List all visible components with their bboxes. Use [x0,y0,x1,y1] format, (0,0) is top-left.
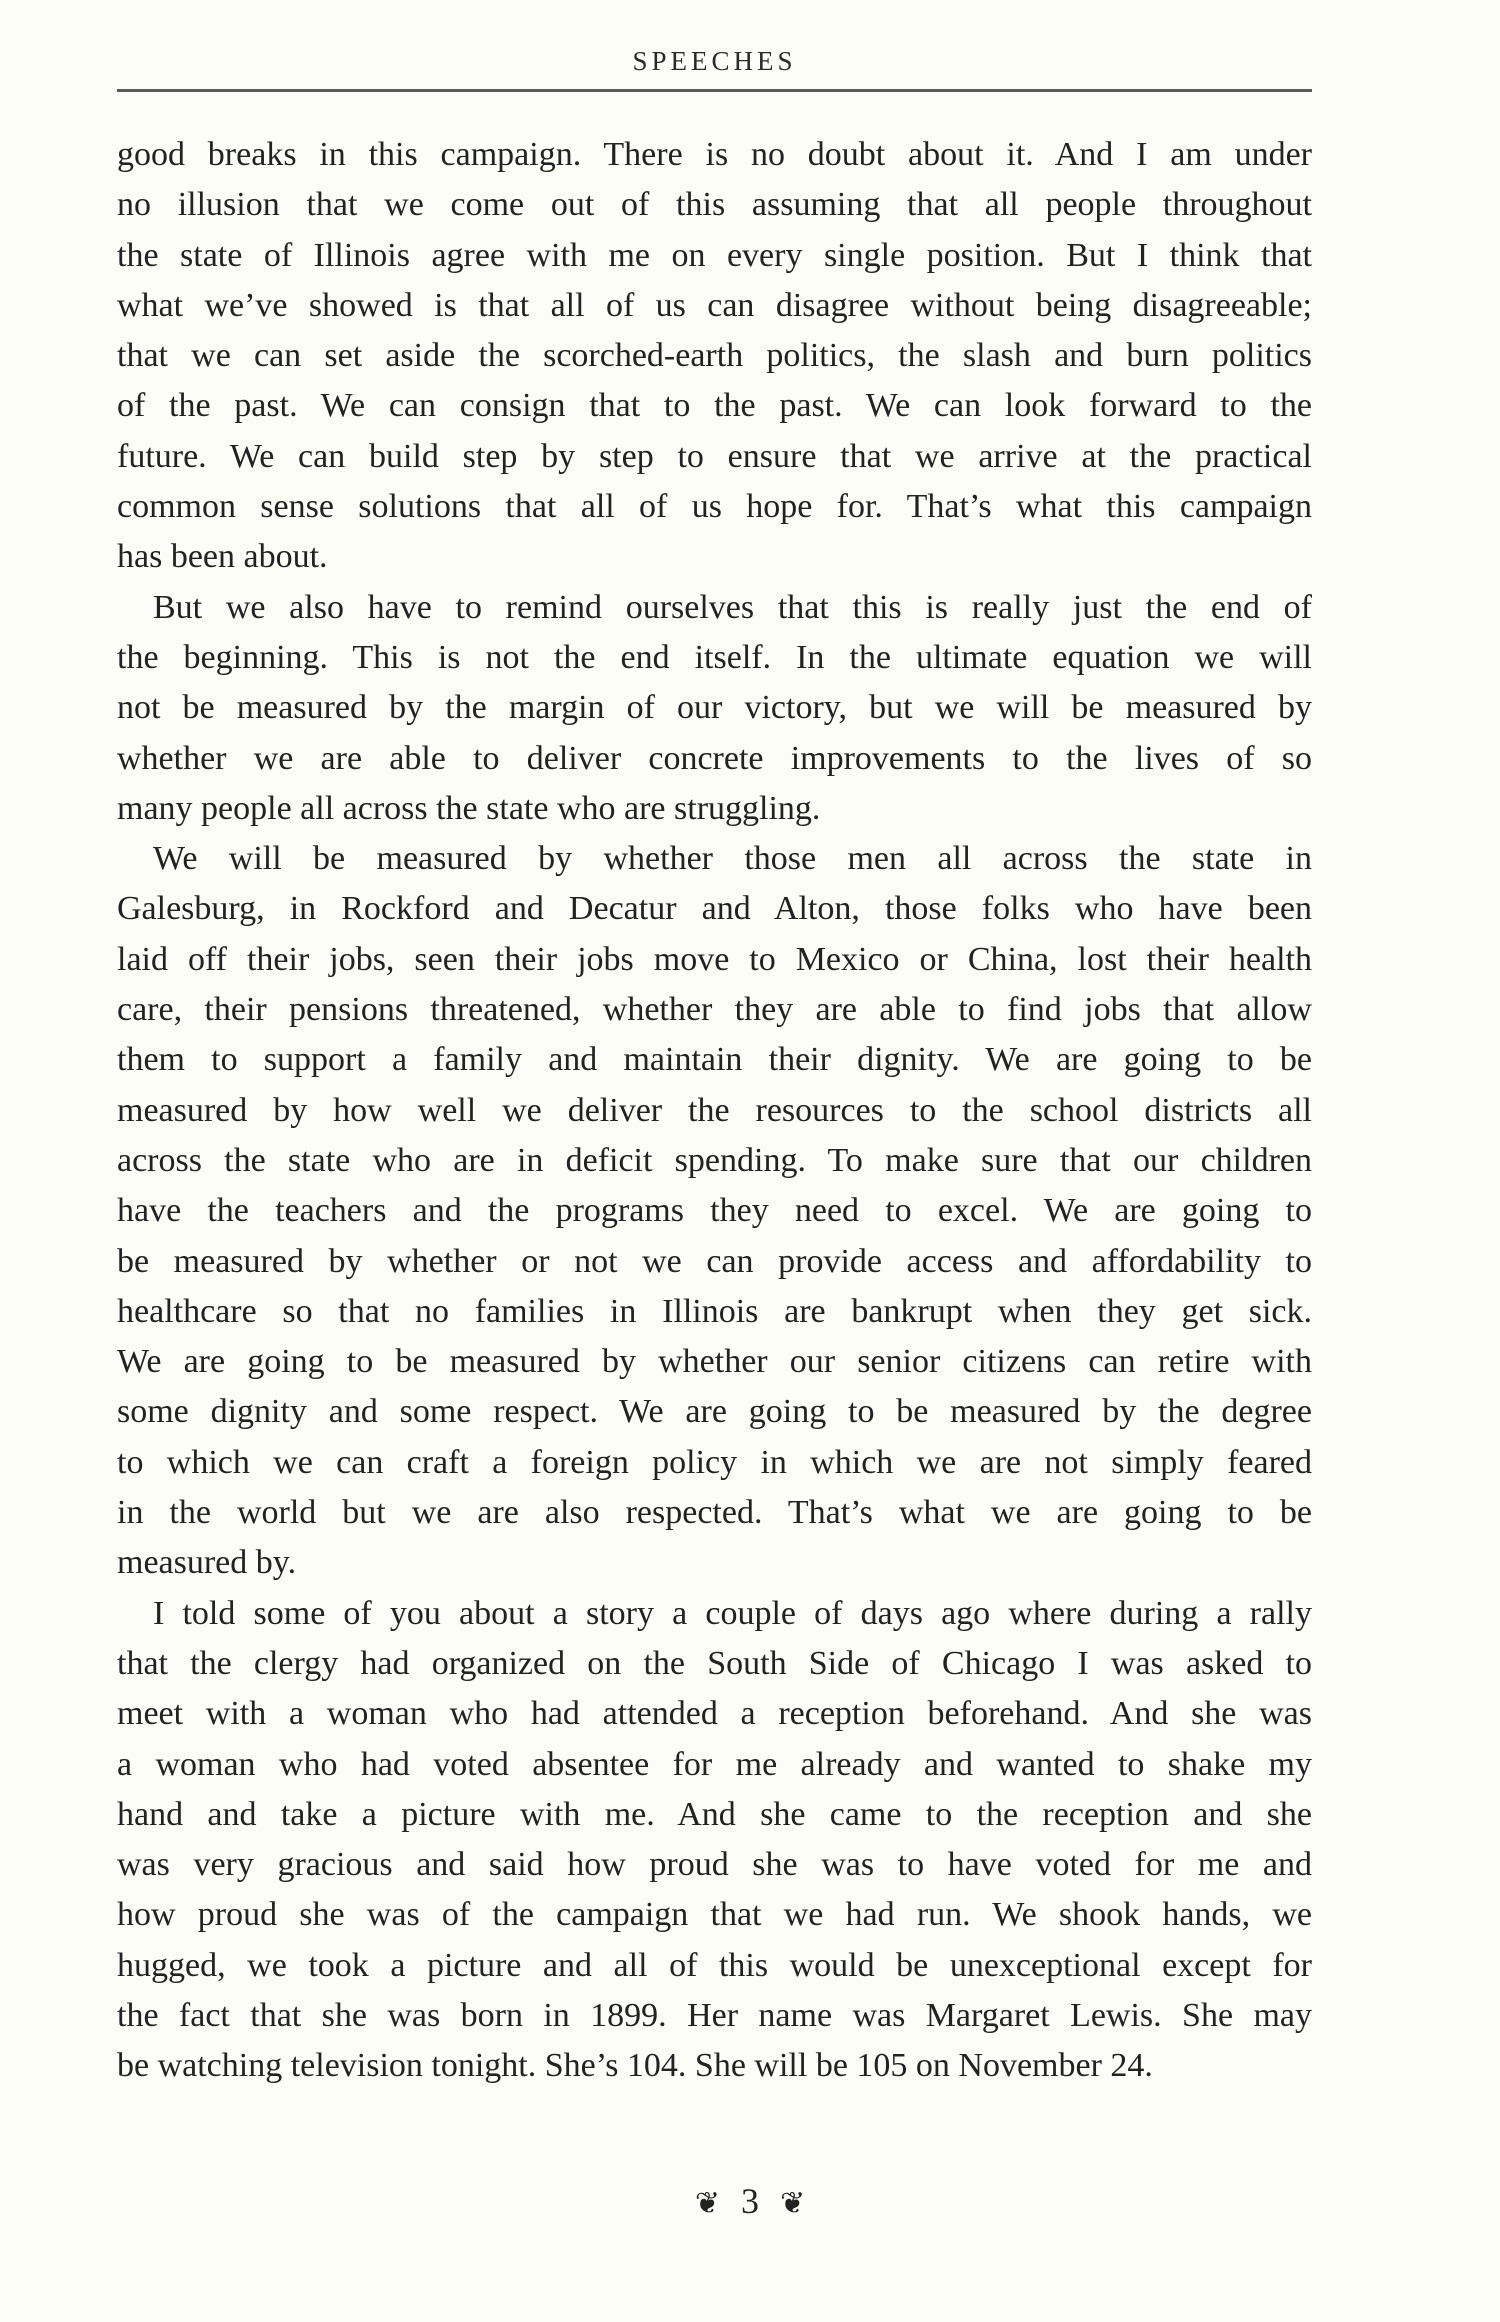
text-line: across the state who are in deficit spending. To make sure that our children [117,1141,1312,1179]
text-line: laid off their jobs, seen their jobs move to Mexico or China, lost their health [117,940,1312,978]
text-line: the beginning. This is not the end itself. In the ultimate equation we will [117,638,1312,676]
text-line: good breaks in this campaign. There is no doubt about it. And I am under [117,136,1312,173]
text-line: hugged, we took a picture and all of this would be unexceptional except for [117,1946,1312,1984]
text-line: care, their pensions threatened, whether they are able to find jobs that allow [117,991,1312,1029]
text-line: not be measured by the margin of our victory, but we will be measured by [117,689,1312,727]
paragraph [117,583,1312,834]
text-line: I told some of you about a story a couple of days ago where during a rally [153,1594,1312,1632]
text-line: the fact that she was born in 1899. Her name was Margaret Lewis. She may [117,1996,1312,2034]
text-line: many people all across the state who are struggling. [117,789,821,827]
text-line: be watching television tonight. She’s 104. She will be 105 on November 24. [117,2047,1153,2085]
text-line: common sense solutions that all of us hope for. That’s what this campaign [117,488,1312,526]
text-line: We will be measured by whether those men all across the state in [153,840,1312,878]
text-line: healthcare so that no families in Illinois are bankrupt when they get sick. [117,1292,1312,1330]
text-line: that we can set aside the scorched-earth politics, the slash and burn politics [117,337,1312,375]
text-line: We are going to be measured by whether our senior citizens can retire with [117,1343,1312,1381]
header-rule [117,89,1312,92]
text-line: measured by. [117,1544,297,1582]
text-line: that the clergy had organized on the South Side of Chicago I was asked to [117,1644,1312,1682]
text-line: Galesburg, in Rockford and Decatur and Alton, those folks who have been [117,890,1312,928]
text-line: them to support a family and maintain their dignity. We are going to be [117,1041,1312,1079]
text-line: how proud she was of the campaign that we had run. We shook hands, we [117,1896,1312,1934]
right-fleuron-icon: ❦ [780,2187,806,2220]
text-line: But we also have to remind ourselves that this is really just the end of [153,588,1312,626]
body-text [117,130,1312,2092]
text-line: future. We can build step by step to ensure that we arrive at the practical [117,437,1312,475]
text-line: hand and take a picture with me. And she came to the reception and she [117,1795,1312,1833]
page-number: 3 [741,2181,759,2221]
text-line: be measured by whether or not we can provide access and affordability to [117,1242,1312,1280]
text-line: has been about. [117,538,328,576]
text-line: the state of Illinois agree with me on every single position. But I think that [117,236,1312,274]
paragraph [117,834,1312,1588]
left-fleuron-icon: ❦ [694,2187,720,2220]
text-line: some dignity and some respect. We are going to be measured by the degree [117,1393,1312,1431]
text-line: was very gracious and said how proud she was to have voted for me and [117,1846,1312,1884]
text-line: in the world but we are also respected. That’s what we are going to be [117,1494,1312,1532]
text-line: have the teachers and the programs they need to excel. We are going to [117,1192,1312,1230]
text-line: whether we are able to deliver concrete improvements to the lives of so [117,739,1312,777]
text-line: to which we can craft a foreign policy in which we are not simply feared [117,1443,1312,1481]
text-line: meet with a woman who had attended a reception beforehand. And she was [117,1695,1312,1733]
text-line: a woman who had voted absentee for me already and wanted to shake my [117,1745,1312,1783]
text-line: measured by how well we deliver the resources to the school districts all [117,1091,1312,1129]
text-line: of the past. We can consign that to the past. We can look forward to the [117,387,1312,425]
page-folio [0,2180,1500,2222]
running-head: SPEECHES [632,46,797,76]
text-line: no illusion that we come out of this assuming that all people throughout [117,186,1312,224]
text-line: what we’ve showed is that all of us can disagree without being disagreeable; [117,286,1312,324]
paragraph [117,1589,1312,2092]
paragraph [117,130,1312,583]
